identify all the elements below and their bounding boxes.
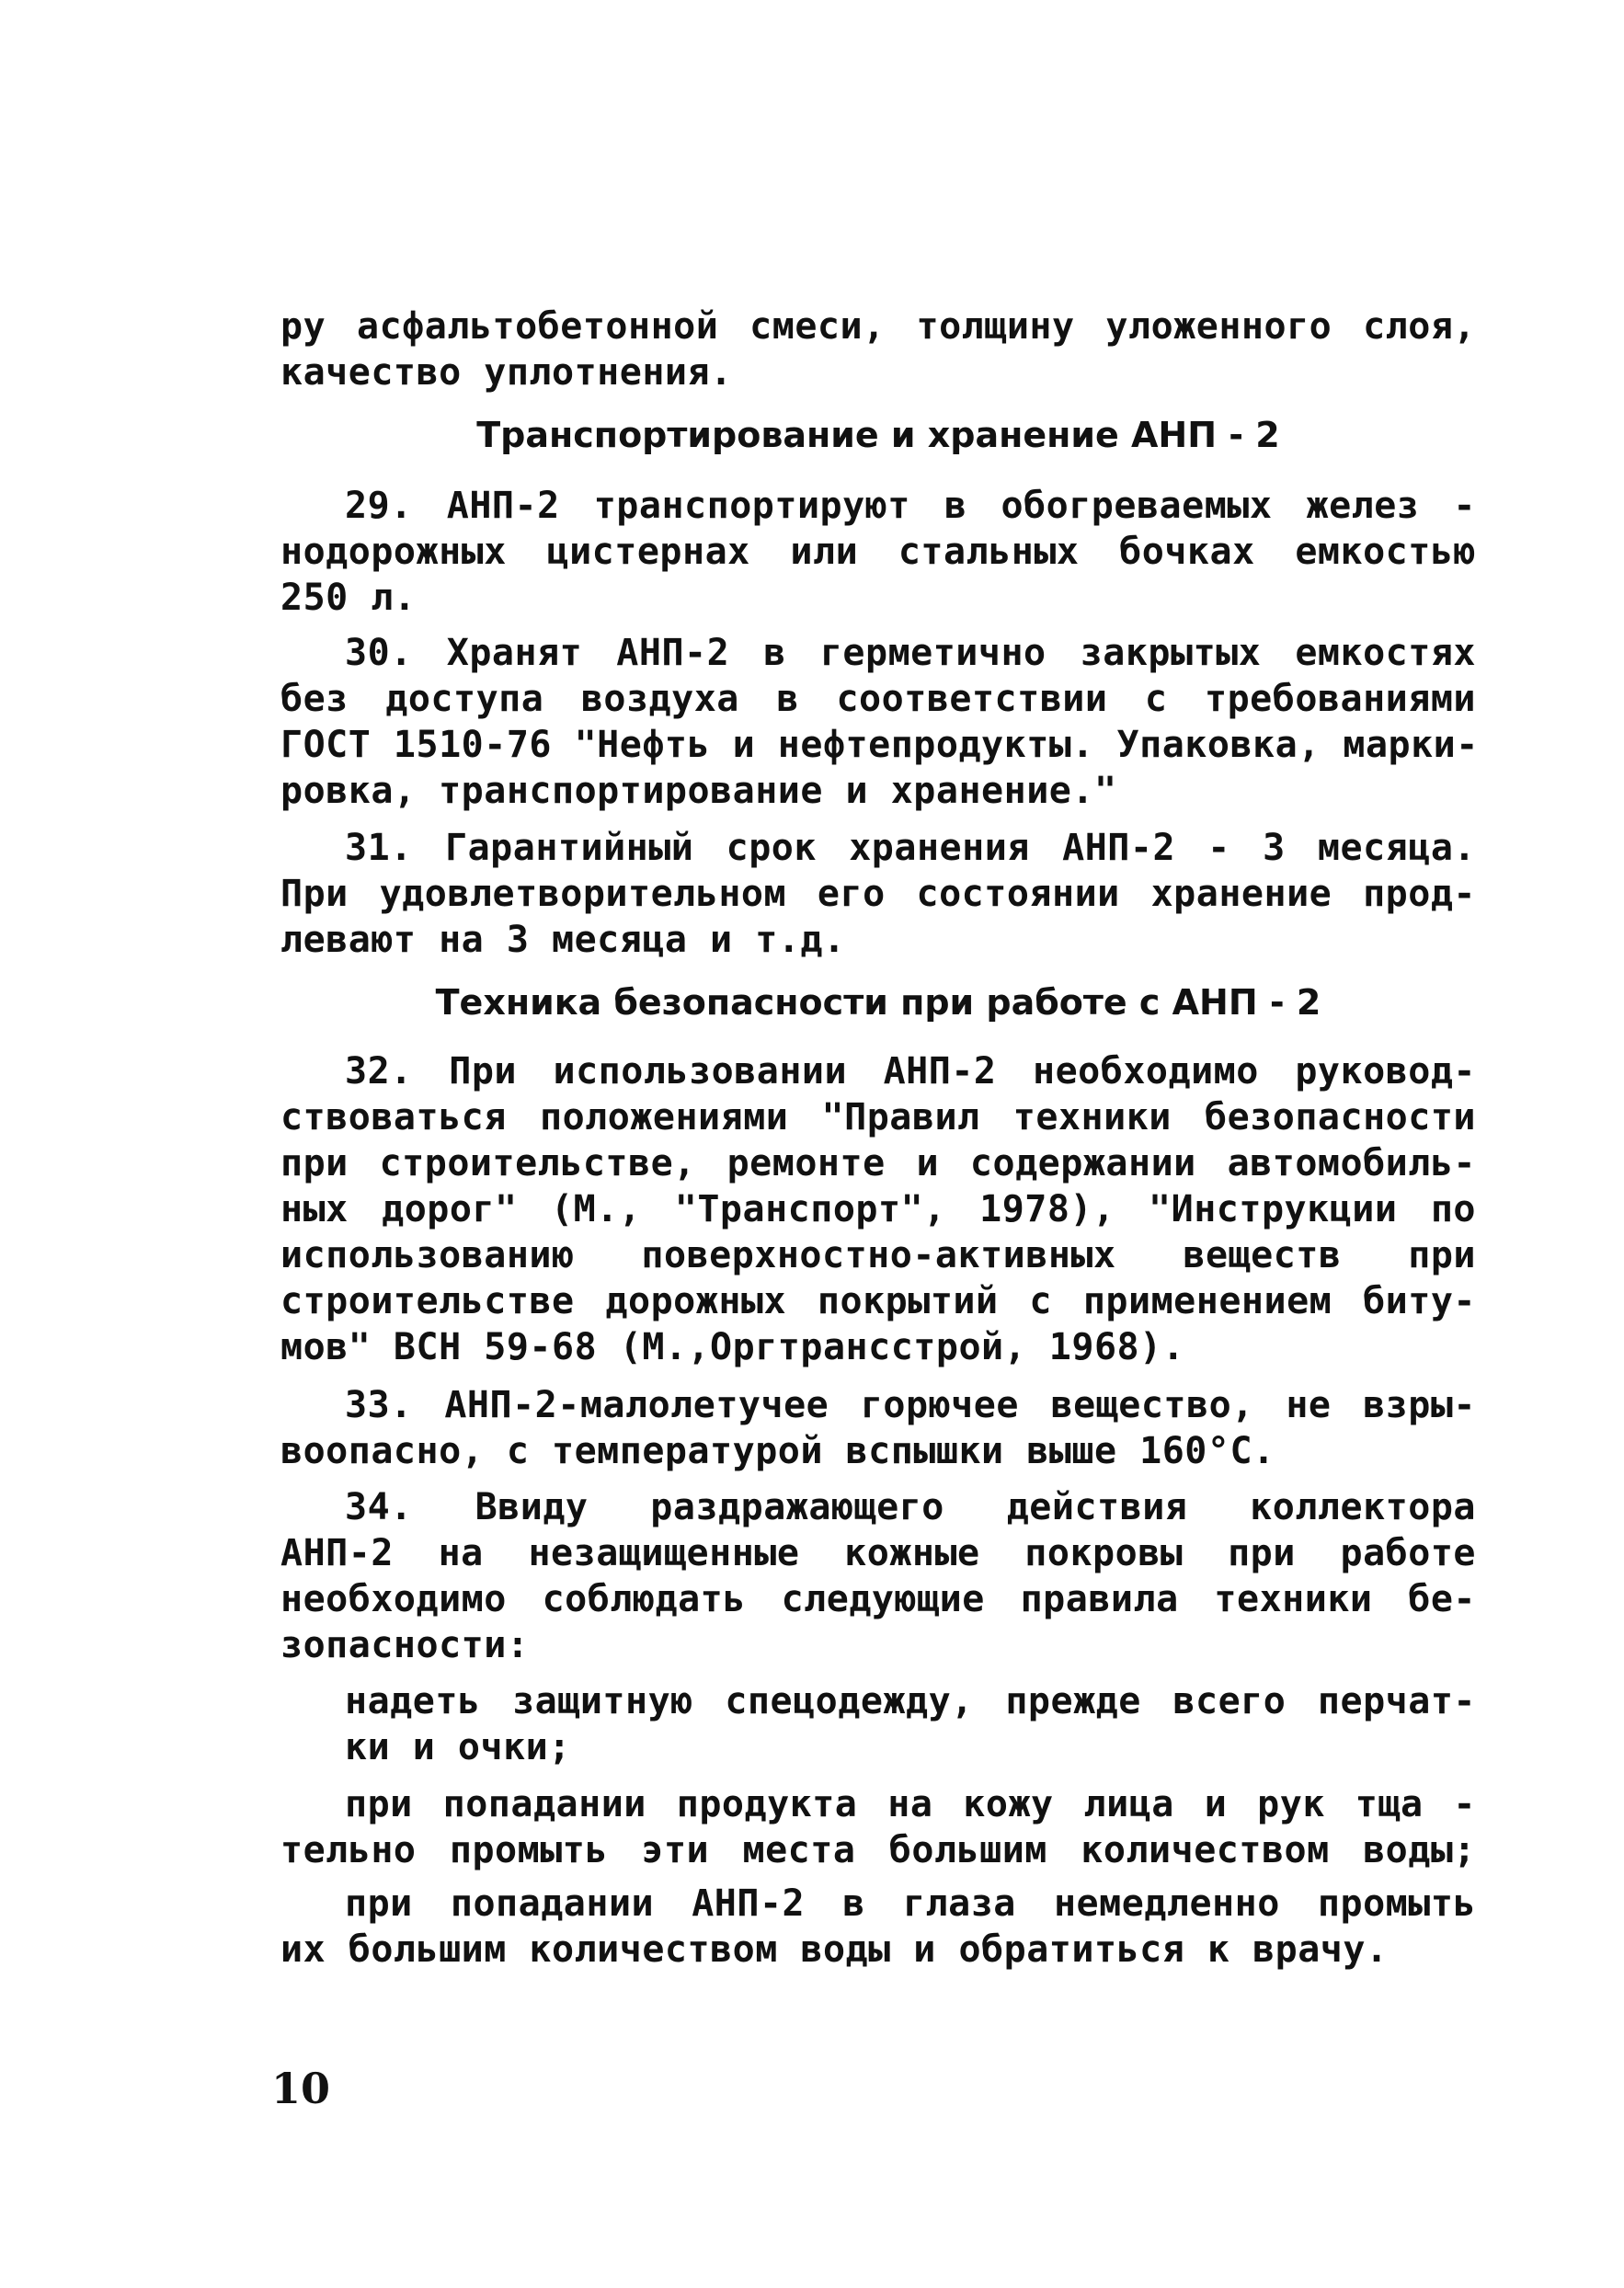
text-line: тельно промыть эти места большим количеством воды; [280,1829,1476,1871]
text-line: необходимо соблюдать следующие правила техники бе- [280,1578,1476,1620]
text-line: качество уплотнения. [280,351,733,394]
text-line: 32. При использовании АНП-2 необходимо руковод- [345,1050,1476,1093]
text-line: 29. АНП-2 транспортируют в обогреваемых желез - [345,485,1476,527]
text-line: воопасно, с температурой вспышки выше 160°С. [280,1430,1275,1472]
text-line: зопасности: [280,1624,530,1666]
page-number: 10 [271,2064,331,2113]
section-heading-transport: Транспортирование и хранение АНП - 2 [476,415,1280,455]
text-line: 33. АНП-2-малолетучее горючее вещество, не взры- [345,1384,1476,1426]
text-line: ки и очки; [345,1726,571,1768]
text-line: строительстве дорожных покрытий с применением биту- [280,1280,1476,1322]
text-line: их большим количеством воды и обратиться к врачу. [280,1928,1389,1971]
text-line: При удовлетворительном его состоянии хранение прод- [280,873,1476,915]
text-line: без доступа воздуха в соответствии с требованиями [280,678,1476,720]
text-line: при попадании продукта на кожу лица и рук тща - [345,1783,1476,1825]
text-line: ровка, транспортирование и хранение." [280,770,1117,812]
text-line: ных дорог" (М., "Транспорт", 1978), "Инструкции по [280,1188,1476,1230]
text-line: 31. Гарантийный срок хранения АНП-2 - 3 месяца. [345,827,1476,869]
section-heading-safety: Техника безопасности при работе с АНП - 2 [435,982,1321,1023]
text-line: ствоваться положениями "Правил техники безопасности [280,1096,1476,1138]
text-line: левают на 3 месяца и т.д. [280,919,846,961]
text-line: надеть защитную спецодежду, прежде всего перчат- [345,1680,1476,1722]
text-line: при попадании АНП-2 в глаза немедленно промыть [345,1882,1476,1925]
text-line: ру асфальтобетонной смеси, толщину уложенного слоя, [280,305,1476,348]
text-line: 250 л. [280,577,417,619]
text-line: нодорожных цистернах или стальных бочках емкостью [280,531,1476,573]
text-line: ГОСТ 1510-76 "Нефть и нефтепродукты. Упаковка, марки- [280,724,1479,766]
text-line: использованию поверхностно-активных веществ при [280,1234,1476,1276]
text-line: АНП-2 на незащищенные кожные покровы при работе [280,1532,1476,1574]
text-line: при строительстве, ремонте и содержании автомобиль- [280,1142,1476,1184]
text-line: 34. Ввиду раздражающего действия коллектора [345,1486,1476,1528]
text-line: 30. Хранят АНП-2 в герметично закрытых емкостях [345,632,1476,674]
text-line: мов" ВСН 59-68 (М.,Оргтрансстрой, 1968). [280,1326,1185,1368]
